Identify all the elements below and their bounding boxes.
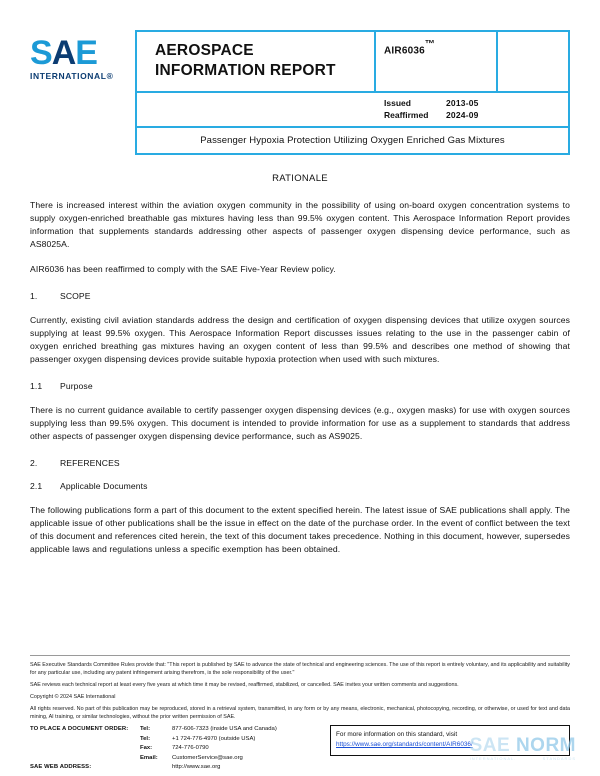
section-applicable-heading	[30, 481, 570, 491]
more-info-text: For more information on this standard, visit	[336, 731, 458, 739]
scope-paragraph-1: Currently, existing civil aviation standards address the design and certification of oxygen dispensing devices that utilize oxygen sources supplying at least 99.5% oxygen. This Aerospace Information Report discusses issues relating to the use in the passenger cabin of oxygen enriched breathing gas mixtures having an oxygen content of less than 99.5% and describes one method of showing that passenger oxygen dispensing devices provide suitable hypoxia protection when used with such mixtures.	[30, 314, 570, 365]
section-purpose-number: 1.1	[30, 381, 43, 392]
document-type-line2: INFORMATION REPORT	[155, 62, 336, 80]
header-dates-left-spacer	[137, 93, 376, 126]
contact-row-fax	[30, 744, 330, 754]
section-references-number: 2.	[30, 458, 38, 469]
fax-label-spacer	[30, 744, 140, 754]
section-scope-number: 1.	[30, 290, 38, 301]
document-footer	[30, 655, 576, 773]
web-address-label: SAE WEB ADDRESS:	[30, 764, 92, 771]
contact-row-email	[30, 754, 330, 764]
header-blank-cell	[498, 32, 568, 91]
more-info-box	[330, 725, 570, 756]
watermark-sae: SAE	[469, 735, 511, 756]
section-references-heading	[30, 458, 570, 468]
purpose-paragraph-1: There is no current guidance available to certify passenger oxygen dispensing devices (e.g., oxygen masks) for use with oxygen sources supplying less than 99.5% oxygen. This document is intended to provide information for use as a supplement to standards that address other aspects of passenger oxygen dispensing device performance, such as AS9025.	[30, 405, 570, 442]
order-contact-block	[30, 725, 570, 773]
section-references-title: REFERENCES	[60, 458, 120, 469]
footer-divider	[30, 655, 570, 656]
tel-key-1: Tel:	[140, 726, 151, 733]
fax-key: Fax:	[140, 745, 153, 752]
logo-letter-e: E	[75, 34, 97, 72]
document-body	[0, 173, 600, 557]
fax-value: 724-776-0790	[172, 745, 209, 752]
document-type-cell	[137, 32, 376, 91]
footer-rights-reserved: All rights reserved. No part of this publication may be reproduced, stored in a retrieval system, transmitted, in any form or by any means, electronic, mechanical, photocopying, recording, or otherwise, or used for text and data mining, AI training, or similar technologies, without the prior written permission of SAE.	[30, 705, 570, 721]
contact-details	[30, 725, 330, 773]
section-applicable-title: Applicable Documents	[60, 481, 148, 492]
logo-letter-s: S	[30, 34, 52, 72]
footer-legal-2: SAE reviews each technical report at least every five years at which time it may be revised, reaffirmed, stabilized, or cancelled. SAE invites your written comments and suggestions.	[30, 681, 459, 688]
rationale-paragraph-1: There is increased interest within the aviation oxygen community in the possibility of using on-board oxygen concentration systems to supply oxygen-enriched breathable gas mixtures having less than 99.5% oxygen content. This Aerospace Information Report provides information that supplements standards addressing other aspects of passenger oxygen dispensing device performance, such as AS8025A.	[30, 199, 570, 249]
section-purpose-title: Purpose	[60, 381, 93, 392]
document-subtitle: Passenger Hypoxia Protection Utilizing Oxygen Enriched Gas Mixtures	[200, 134, 505, 146]
standard-url-link[interactable]: https://www.sae.org/standards/content/AIR6036/	[336, 741, 473, 749]
contact-row-web	[30, 763, 330, 773]
issued-value: 2013-05	[446, 97, 479, 108]
logo-letter-a: A	[51, 34, 76, 72]
email-label-spacer	[30, 754, 140, 764]
reaffirmed-value: 2024-09	[446, 110, 479, 121]
email-key: Email:	[140, 754, 158, 761]
document-number: AIR6036	[384, 45, 425, 57]
sae-logo-subtitle: INTERNATIONAL®	[30, 71, 114, 81]
order-label: TO PLACE A DOCUMENT ORDER:	[30, 726, 129, 733]
web-key-spacer	[140, 763, 172, 773]
more-info-area	[330, 725, 570, 773]
section-scope-heading	[30, 291, 570, 301]
tel-value-2: +1 724-776-4970 (outside USA)	[172, 735, 256, 742]
section-purpose-heading	[30, 381, 570, 391]
tel-value-1: 877-606-7323 (inside USA and Canada)	[172, 726, 277, 733]
web-address-value[interactable]: http://www.sae.org	[172, 764, 221, 771]
footer-legal-1: SAE Executive Standards Committee Rules provide that: "This report is published by SAE to advance the state of technical and engineering sciences. The use of this report is entirely voluntary, and its applicability and suitability for any particular use, including any patent infringement arising therefrom, is the sole responsibility of the user."	[30, 661, 570, 676]
document-number-cell	[376, 32, 498, 91]
contact-row-tel2	[30, 735, 330, 745]
issued-label: Issued	[384, 97, 411, 108]
email-value[interactable]: CustomerService@sae.org	[172, 754, 243, 761]
watermark-norm: NORM	[515, 735, 576, 756]
watermark-sub-right: STANDARDS	[542, 756, 576, 761]
sae-wordmark	[30, 34, 97, 72]
trademark-symbol: ™	[424, 39, 436, 50]
document-dates	[376, 93, 568, 126]
footer-copyright: Copyright © 2024 SAE International	[30, 693, 116, 700]
rationale-heading: RATIONALE	[272, 172, 328, 184]
reaffirmed-row	[376, 109, 568, 121]
document-header	[0, 0, 600, 155]
document-type-line1: AEROSPACE	[155, 42, 254, 59]
header-table-top-row	[137, 32, 568, 93]
section-applicable-number: 2.1	[30, 481, 43, 492]
tel-key-2: Tel:	[140, 735, 151, 742]
header-info-table	[135, 30, 570, 155]
watermark-sub-left: INTERNATIONAL.	[469, 756, 517, 761]
rationale-paragraph-2: AIR6036 has been reaffirmed to comply with the SAE Five-Year Review policy.	[30, 263, 336, 274]
sae-logo	[30, 36, 135, 81]
contact-row-tel1	[30, 725, 330, 735]
issued-row	[376, 97, 568, 109]
sae-logo-block	[30, 30, 135, 81]
applicable-paragraph-1: The following publications form a part of this document to the extent specified herein. The latest issue of SAE publications shall apply. The applicable issue of other publications shall be the issue in effect on the date of the purchase order. In the event of conflict between the text of this document and references cited herein, the text of this document takes precedence. Nothing in this document, however, supersedes applicable laws and regulations unless a specific exemption has been obtained.	[30, 505, 570, 555]
reaffirmed-label: Reaffirmed	[384, 110, 429, 121]
order-label-spacer	[30, 735, 140, 745]
header-table-dates-row	[137, 93, 568, 126]
header-table-subtitle-row	[137, 126, 568, 153]
section-scope-title: SCOPE	[60, 290, 91, 301]
